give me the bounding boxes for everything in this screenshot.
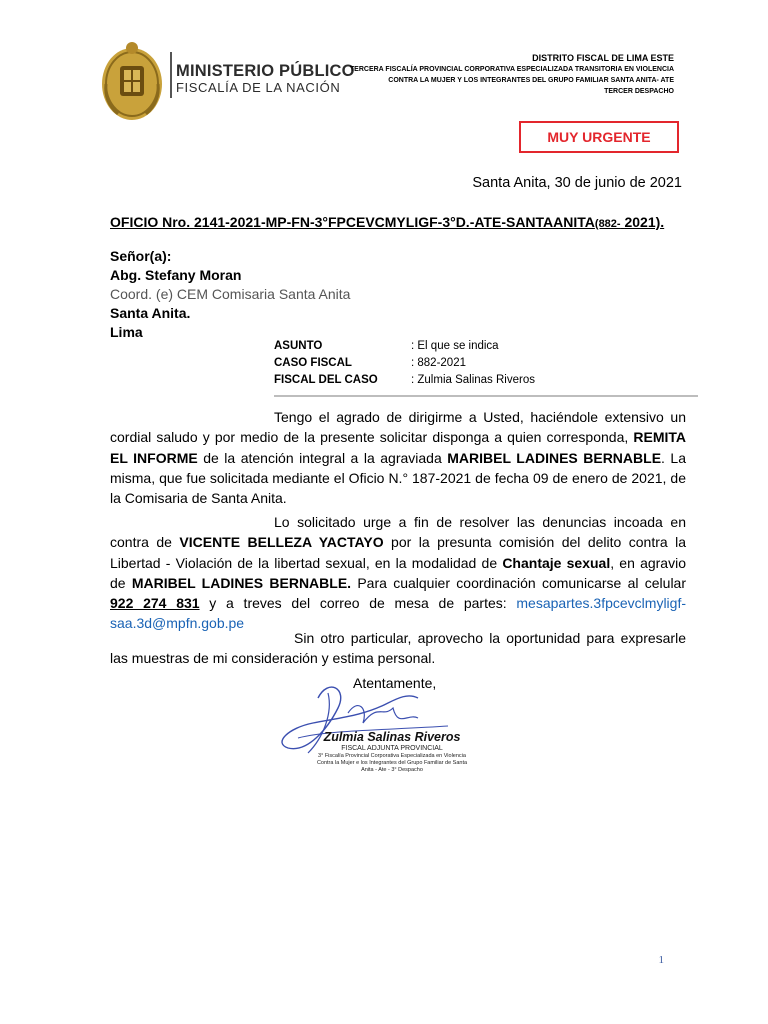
p2-victim: MARIBEL LADINES BERNABLE. [131, 574, 352, 591]
meta-asunto [274, 340, 499, 352]
p2-text-c: por la presunta comisión del delito contra la Libertad - Violación de la libertad sexual, en la modalidad de [110, 534, 687, 571]
salutation: Señor(a): [110, 248, 172, 264]
oficio-number: OFICIO Nro. 2141-2021-MP-FN-3°FPCEVCMYLIGF-3°D.-ATE-SANTAANITA [110, 214, 595, 230]
p2-modality: Chantaje sexual [502, 554, 611, 571]
seal-role: FISCAL ADJUNTA PROVINCIAL [341, 745, 443, 752]
oficio-case-ref-tail: 2021). [624, 214, 665, 230]
p3-text: Sin otro particular, aprovecho la oportunidad para expresarle las muestras de mi consideración y estima personal. [110, 630, 686, 667]
meta-caso-value: : 882-2021 [411, 357, 466, 369]
p1-text-a: Tengo el agrado de dirigirme a Usted, haciéndole extensivo un cordial saludo y por medio de la presente solicitar disponga a quien corresponda, [110, 409, 686, 446]
p1-victim: MARIBEL LADINES BERNABLE [447, 449, 662, 466]
p2-text-g: Para cualquier coordinación comunicarse al celular [351, 574, 686, 591]
institution-subtitle: FISCALÍA DE LA NACIÓN [176, 80, 341, 95]
p1-text-c: de la atención integral a la agraviada [197, 449, 448, 466]
office-line-2: CONTRA LA MUJER Y LOS INTEGRANTES DEL GRUPO FAMILIAR SANTA ANITA- ATE [388, 77, 674, 84]
phone-number: 922 274 831 [110, 595, 200, 612]
meta-caso [274, 357, 466, 369]
p2-text-h: y a treves del correo de mesa de partes: [199, 595, 517, 612]
meta-asunto-value: : El que se indica [411, 340, 499, 352]
office-line-1: TERCERA FISCALÍA PROVINCIAL CORPORATIVA ESPECIALIZADA TRANSITORIA EN VIOLENCIA [349, 66, 674, 73]
p2-text-e: , en agravio de [110, 554, 686, 591]
urgent-badge: MUY URGENTE [519, 121, 679, 153]
paragraph-urgency [110, 512, 686, 634]
institution-title: MINISTERIO PÚBLICO [176, 62, 355, 80]
seal-description: 3° Fiscalía Provincial Corporativa Especializada en Violencia Contra la Mujer e los Integrantes del Grupo Familiar de Santa Anita - Ate - 3° Despacho [316, 753, 468, 773]
closing-salutation: Atentamente, [353, 675, 437, 691]
addressee-place: Santa Anita. [110, 305, 191, 321]
district-line: DISTRITO FISCAL DE LIMA ESTE [532, 53, 674, 63]
addressee-name: Abg. Stefany Moran [110, 267, 242, 283]
meta-fiscal-value: : Zulmia Salinas Riveros [411, 374, 535, 386]
p1-remita: REMITA EL INFORME [110, 429, 686, 466]
meta-fiscal [274, 374, 535, 386]
meta-caso-label: CASO FISCAL [274, 357, 352, 369]
page-number: 1 [658, 954, 664, 966]
p2-accused: VICENTE BELLEZA YACTAYO [179, 534, 384, 551]
official-seal [312, 730, 472, 774]
seal-name: Zulmia Salinas Riveros [323, 730, 461, 744]
date-line: Santa Anita, 30 de junio de 2021 [472, 175, 682, 191]
office-line-3: TERCER DESPACHO [604, 88, 674, 95]
meta-fiscal-label: FISCAL DEL CASO [274, 374, 378, 386]
oficio-case-ref: (882- [594, 218, 621, 230]
paragraph-closing [110, 628, 686, 669]
meta-divider [274, 395, 698, 397]
paragraph-request [110, 407, 686, 508]
p2-text-a: Lo solicitado urge a fin de resolver las denuncias incoada en contra de [110, 514, 686, 551]
addressee-position: Coord. (e) CEM Comisaria Santa Anita [110, 286, 351, 302]
meta-asunto-label: ASUNTO [274, 340, 323, 352]
addressee-city: Lima [110, 324, 143, 340]
coat-of-arms-icon [100, 40, 164, 122]
email-link[interactable]: mesapartes.3fpcevclmyligf-saa.3d@mpfn.gob.pe [110, 595, 687, 632]
oficio-reference [110, 212, 686, 234]
p1-text-e: . La misma, que fue solicitada mediante el Oficio N.° 187-2021 de fecha 09 de enero de 2021, de la Comisaria de Santa Anita. [110, 449, 687, 507]
header-divider [170, 52, 172, 98]
